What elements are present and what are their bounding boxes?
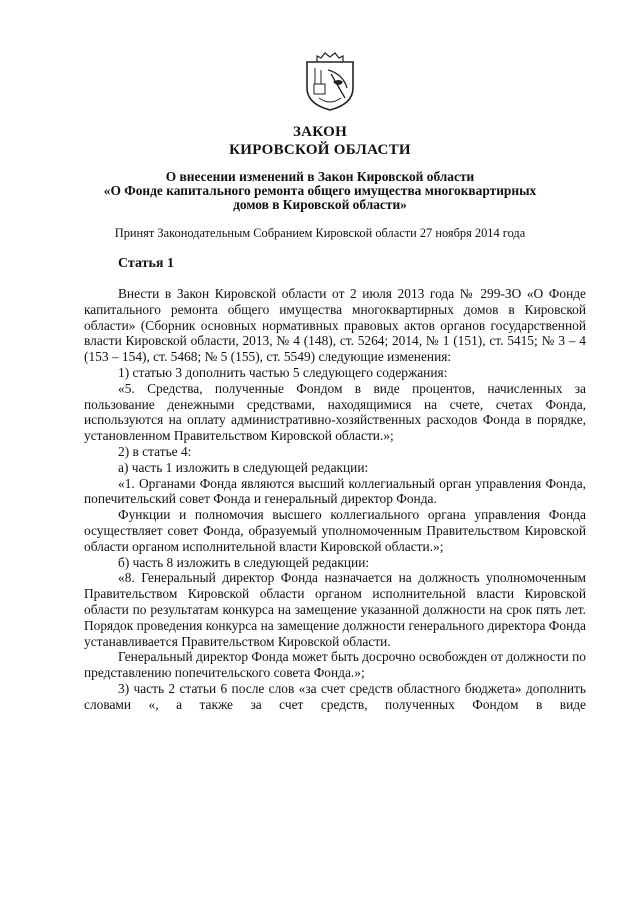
paragraph: 3) часть 2 статьи 6 после слов «за счет средств областного бюджета» дополнить словами «, а также за счет средств, полученных Фондом в виде: [84, 680, 586, 712]
subtitle-line: домов в Кировской области»: [233, 197, 407, 212]
paragraph: 1) статью 3 дополнить частью 5 следующего содержания:: [118, 364, 448, 380]
law-subtitle: [60, 170, 580, 212]
paragraph: б) часть 8 изложить в следующей редакции:: [118, 554, 370, 570]
article-body: [84, 286, 586, 713]
coat-of-arms-icon: [303, 48, 357, 112]
paragraph: «1. Органами Фонда являются высший коллегиальный орган управления Фонда, попечительский совет Фонда и генеральный директор Фонда.: [84, 475, 586, 507]
subtitle-line: «О Фонде капитального ремонта общего имущества многоквартирных: [103, 183, 537, 198]
paragraph: 2) в статье 4:: [118, 443, 192, 459]
paragraph: Функции и полномочия высшего коллегиального органа управления Фонда осуществляет совет Фонда, образуемый уполномоченным Правительством Кировской области органом исполнительной власти Кировской области.»;: [84, 507, 586, 554]
law-title: ЗАКОН: [292, 124, 348, 140]
article-heading: Статья 1: [118, 256, 174, 271]
paragraph: Генеральный директор Фонда может быть досрочно освобожден от должности по представлению попечительского совета Фонда.»;: [84, 649, 586, 681]
subtitle-line: О внесении изменений в Закон Кировской области: [165, 169, 475, 184]
paragraph: «8. Генеральный директор Фонда назначается на должность уполномоченным Правительством Кировской области органом исполнительной власти Кировской области по результатам конкурса на замещение указанной должности на срок пять лет. Порядок проведения конкурса на замещение должности генерального директора Фонда устанавливается Правительством Кировской области.: [84, 570, 586, 649]
adoption-note: Принят Законодательным Собранием Кировской области 27 ноября 2014 года: [114, 226, 526, 240]
paragraph: а) часть 1 изложить в следующей редакции:: [118, 459, 369, 475]
paragraph: Внести в Закон Кировской области от 2 июля 2013 года № 299-ЗО «О Фонде капитального ремонта общего имущества многоквартирных домов в Кировской области» (Сборник основных нормативных правовых актов органов государственной власти Кировской области, 2013, № 4 (148), ст. 5264; 2014, № 1 (151), ст. 5415; № 3 – 4 (153 – 154), ст. 5468; № 5 (155), ст. 5549) следующие изменения:: [84, 286, 586, 365]
region-title: КИРОВСКОЙ ОБЛАСТИ: [229, 142, 411, 158]
paragraph: «5. Средства, полученные Фондом в виде процентов, начисленных за пользование денежными средствами, находящимися на счете, счетах Фонда, используются на оплату административно-хозяйственных расходов Фонда в порядке, установленном Правительством Кировской области.»;: [84, 380, 586, 444]
